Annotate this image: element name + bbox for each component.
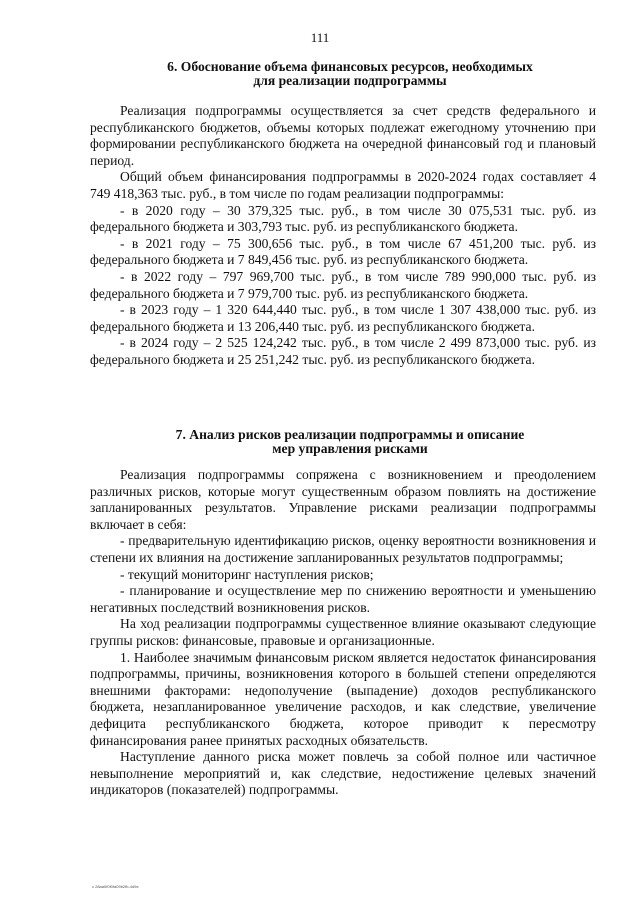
section-6-title-line-1: 6. Обоснование объема финансовых ресурсов, необходимых xyxy=(167,59,533,74)
paragraph: 1. Наиболее значимым финансовым риском является недостаток финансирования подпрограммы, причины, возникновения которого в большей степени определяются внешними факторами: недополучение (выпадение) доходов республиканского бюджета, незапланированное увеличение расходов, и как следствие, увеличение дефицита республиканского бюджета, которое приводит к пересмотру финансирования ранее принятых расходных обязательств. xyxy=(90,649,596,748)
list-item-2024: - в 2024 году – 2 525 124,242 тыс. руб., в том числе 2 499 873,000 тыс. руб. из федерального бюджета и 25 251,242 тыс. руб. из республиканского бюджета. xyxy=(90,335,596,367)
paragraph: На ход реализации подпрограммы существенное влияние оказывают следующие группы рисков: финансовые, правовые и организационные. xyxy=(90,616,596,648)
list-item: - предварительную идентификацию рисков, оценку вероятности возникновения и степени их влияния на достижение запланированных результатов подпрограммы; xyxy=(90,533,596,565)
footer-code: с 28aa0f0f0fa09b2fb-4d5e xyxy=(92,884,139,889)
paragraph: Реализация подпрограммы сопряжена с возникновением и преодолением различных рисков, которые могут существенным образом повлиять на достижение запланированных результатов. Управление рисками реализации подпрограммы включает в себя: xyxy=(90,467,596,532)
section-7-body xyxy=(90,467,596,799)
section-7-heading xyxy=(100,428,600,456)
paragraph: Наступление данного риска может повлечь за собой полное или частичное невыполнение мероприятий и, как следствие, недостижение целевых значений индикаторов (показателей) подпрограммы. xyxy=(90,749,596,798)
list-item-2022: - в 2022 году – 797 969,700 тыс. руб., в том числе 789 990,000 тыс. руб. из федерального бюджета и 7 979,700 тыс. руб. из республиканского бюджета. xyxy=(90,268,596,301)
section-6-body xyxy=(90,103,596,369)
paragraph: Реализация подпрограммы осуществляется за счет средств федерального и республиканского бюджетов, объемы которых подлежат ежегодному уточнению при формировании республиканского бюджета на очередной финансовый год и плановый период. xyxy=(90,103,596,168)
list-item: - планирование и осуществление мер по снижению вероятности и уменьшению негативных последствий возникновения рисков. xyxy=(90,583,596,615)
section-6-heading xyxy=(100,60,600,88)
section-7-title-line-1: 7. Анализ рисков реализации подпрограммы и описание xyxy=(175,427,525,442)
list-item: - текущий мониторинг наступления рисков; xyxy=(120,566,374,582)
page-number: 111 xyxy=(310,30,330,45)
paragraph: Общий объем финансирования подпрограммы в 2020-2024 годах составляет 4 749 418,363 тыс. руб., в том числе по годам реализации подпрограммы: xyxy=(90,169,596,201)
list-item-2021: - в 2021 году – 75 300,656 тыс. руб., в том числе 67 451,200 тыс. руб. из федерального бюджета и 7 849,456 тыс. руб. из республиканского бюджета. xyxy=(90,235,596,268)
list-item-2020: - в 2020 году – 30 379,325 тыс. руб., в том числе 30 075,531 тыс. руб. из федерального бюджета и 303,793 тыс. руб. из республиканского бюджета. xyxy=(90,202,596,235)
section-7-title-line-2: мер управления рисками xyxy=(272,441,428,456)
section-6-title-line-2: для реализации подпрограммы xyxy=(253,73,447,88)
list-item-2023: - в 2023 году – 1 320 644,440 тыс. руб., в том числе 1 307 438,000 тыс. руб. из федерального бюджета и 13 206,440 тыс. руб. из республиканского бюджета. xyxy=(90,302,596,334)
